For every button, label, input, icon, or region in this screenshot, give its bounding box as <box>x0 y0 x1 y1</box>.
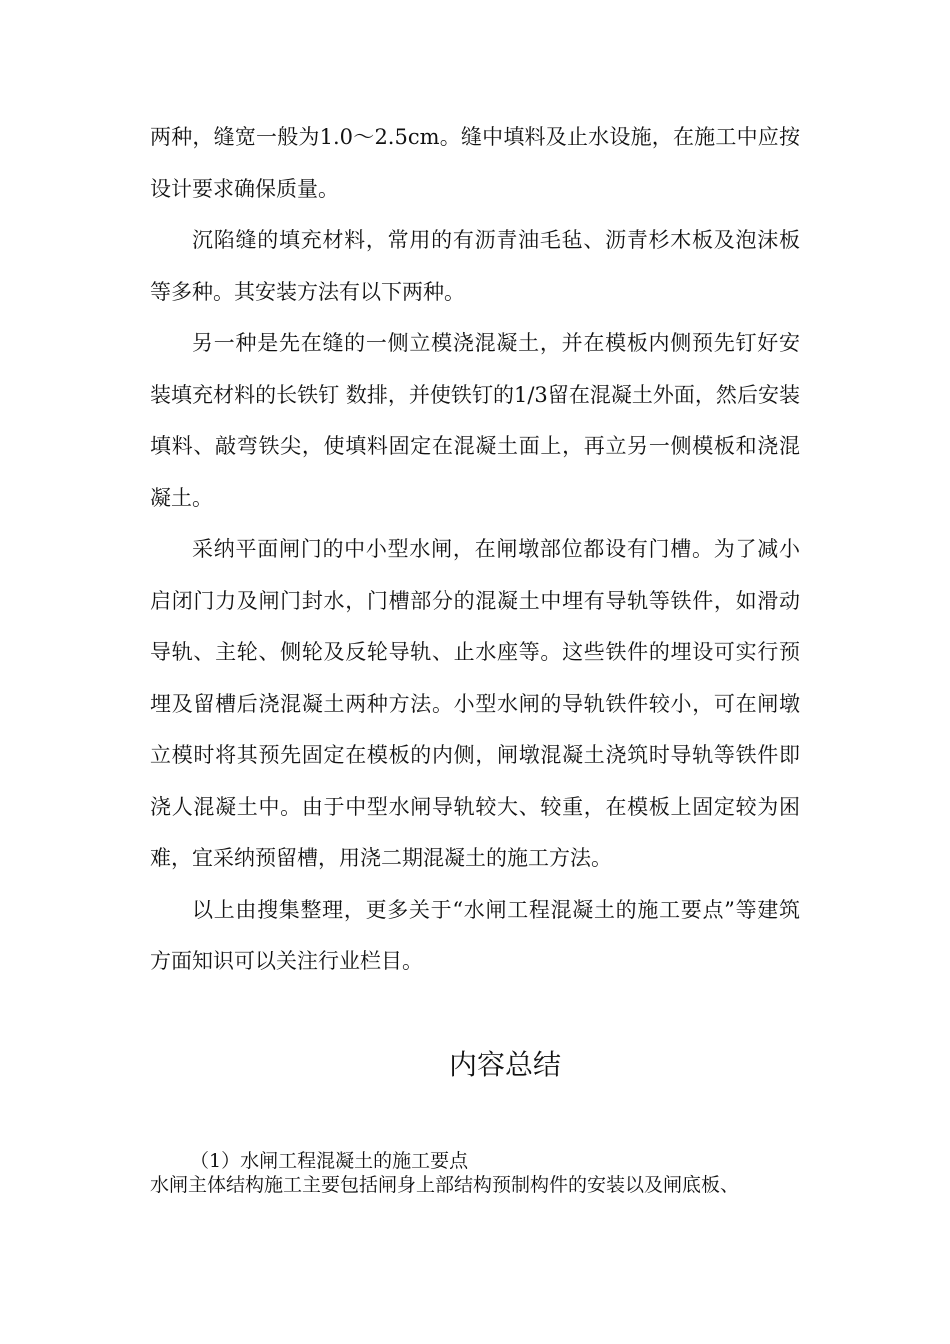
summary-list-item: （1）水闸工程混凝土的施工要点 <box>190 1150 469 1172</box>
paragraph-installation-method: 另一种是先在缝的一侧立模浇混凝土，并在模板内侧预先钉好安装填充材料的长铁钉 数排，并使铁钉的1/3留在混凝土外面，然后安装填料、敲弯铁尖，使填料固定在混凝土面上，再立另一侧模板和浇混凝土。 <box>150 331 800 510</box>
paragraph-gate-slot: 采纳平面闸门的中小型水闸，在闸墩部位都设有门槽。为了减小启闭门力及闸门封水，门槽部分的混凝土中埋有导轨等铁件，如滑动导轨、主轮、侧轮及反轮导轨、止水座等。这些铁件的埋设可实行预埋及留槽后浇混凝土两种方法。小型水闸的导轨铁件较小，可在闸墩立模时将其预先固定在模板的内侧，闸墩混凝土浇筑时导轨等铁件即浇人混凝土中。由于中型水闸导轨较大、较重，在模板上固定较为困难，宜采纳预留槽，用浇二期混凝土的施工方法。 <box>150 537 800 870</box>
summary-body-text: 水闸主体结构施工主要包括闸身上部结构预制构件的安装以及闸底板、 <box>150 1174 740 1196</box>
paragraph-closing-note: 以上由搜集整理，更多关于“水闸工程混凝土的施工要点”等建筑方面知识可以关注行业栏目。 <box>150 897 800 973</box>
summary-heading: 内容总结 <box>448 1048 561 1081</box>
paragraph-filling-materials: 沉陷缝的填充材料，常用的有沥青油毛毡、沥青杉木板及泡沫板等多种。其安装方法有以下两种。 <box>150 228 800 304</box>
paragraph-continuation: 两种，缝宽一般为1.0～2.5cm。缝中填料及止水设施，在施工中应按设计要求确保质量。 <box>150 125 800 201</box>
document-body <box>150 112 800 988</box>
